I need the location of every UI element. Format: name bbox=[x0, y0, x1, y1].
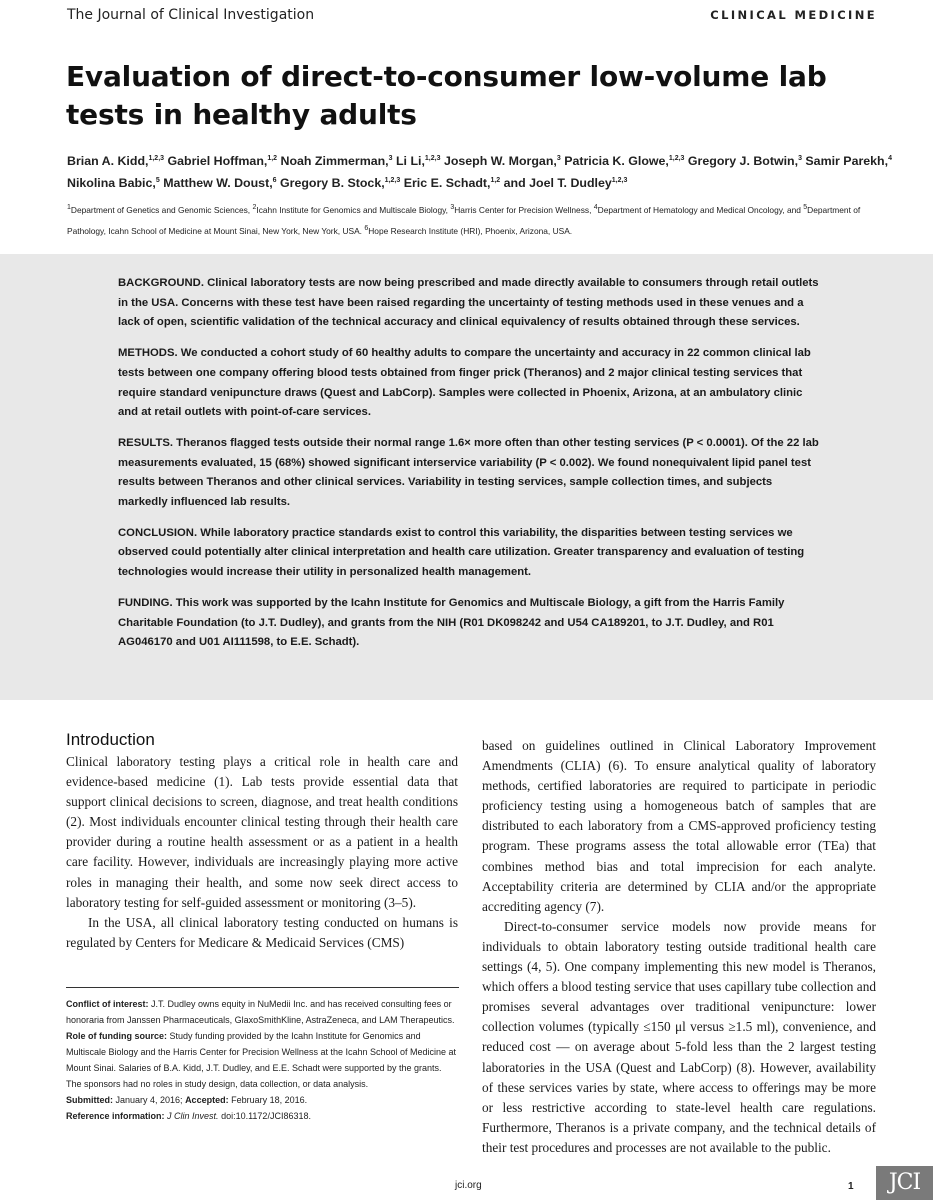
author-affiliation-marker: 1,2 bbox=[267, 154, 278, 162]
abstract-methods: METHODS. We conducted a cohort study of 60 healthy adults to compare the uncertainty and accuracy in 22 common clinical lab tests between one company offering blood tests obtained from finger prick (Theranos) and 2 major clinical testing services that require standard venipuncture draws (Quest and LabCorp). Samples were collected in Phoenix, Arizona, at an ambulatory clinic and at retail outlets with point-of-care services. bbox=[118, 347, 811, 419]
author-name: Samir Parekh,$^4$ bbox=[805, 154, 892, 168]
footnote-divider bbox=[66, 987, 459, 988]
author-name: Noah Zimmerman,$^3$ bbox=[280, 154, 393, 168]
author-affiliation-marker: 1,2,3 bbox=[148, 154, 165, 162]
body-column-left bbox=[66, 752, 458, 953]
author-name: Gabriel Hoffman,$^{1,2}$ bbox=[167, 154, 278, 168]
intro-paragraph-2: In the USA, all clinical laboratory testing conducted on humans is regulated by Centers for Medicare & Medicaid Services (CMS) bbox=[66, 914, 458, 950]
intro-paragraph-4: Direct-to-consumer service models now provide means for individuals to obtain laboratory testing outside traditional health care settings (4, 5). One company implementing this new model is Theranos, which offers a blood testing service that uses capillary tube collection and promises several advantages over traditional venipuncture: lower collection volumes (typically ≤150 μl versus ≥1.5 ml), convenience, and reduced cost — on average about 5-fold less than the 2 largest testing laboratories in the USA (Quest and LabCorp) (8). However, availability of these services varies by state, where access to offerings may be more or less restrictive according to state-level health care regulations. Furthermore, Theranos is a private company, and the technical details of their test procedures and processes are not available to the public. bbox=[482, 918, 876, 1155]
author-affiliation-marker: 3 bbox=[388, 154, 393, 162]
author-name: Gregory J. Botwin,$^3$ bbox=[687, 154, 802, 168]
journal-name: The Journal of Clinical Investigation bbox=[67, 7, 315, 23]
footnotes bbox=[66, 996, 458, 1124]
author-affiliation-marker: 1,2 bbox=[490, 176, 501, 184]
author-name: Brian A. Kidd,$^{1,2,3}$ bbox=[67, 154, 165, 168]
submission-dates: Submitted: January 4, 2016; Accepted: February 18, 2016. bbox=[66, 1095, 308, 1105]
author-name: Li Li,$^{1,2,3}$ bbox=[395, 154, 441, 168]
affiliation-entry: $^2$Icahn Institute for Genomics and Multiscale Biology, bbox=[252, 204, 451, 215]
author-affiliation-marker: 1,2,3 bbox=[668, 154, 685, 162]
role-of-funding: Role of funding source: Study funding provided by the Icahn Institute for Genomics and Multiscale Biology and the Harris Center for Precision Wellness at the Icahn School of Medicine at Mount Sinai. Salaries of B.A. Kidd, J.T. Dudley, and E.E. Schadt were supported by the grants. The sponsors had no roles in study design, data collection, or data analysis. bbox=[66, 1031, 457, 1089]
introduction-heading: Introduction bbox=[66, 730, 155, 749]
author-name: and Joel T. Dudley$^{1,2,3}$ bbox=[503, 176, 628, 190]
abstract-funding: FUNDING. This work was supported by the Icahn Institute for Genomics and Multiscale Biology, a gift from the Harris Family Charitable Foundation (to J.T. Dudley), and grants from the NIH (R01 DK098242 and U54 CA189201, to J.T. Dudley, and R01 AG046170 and U01 AI111598, to E.E. Schadt). bbox=[118, 596, 785, 649]
footer-site-link[interactable]: jci.org bbox=[455, 1180, 482, 1191]
author-name: Joseph W. Morgan,$^3$ bbox=[443, 154, 561, 168]
author-list bbox=[67, 150, 897, 194]
conflict-of-interest: Conflict of interest: J.T. Dudley owns equity in NuMedii Inc. and has received consulting fees or honoraria from Janssen Pharmaceuticals, GlaxoSmithKline, AstraZeneca, and LAM Therapeutics. bbox=[66, 999, 455, 1025]
author-name: Matthew W. Doust,$^6$ bbox=[163, 176, 277, 190]
author-affiliation-marker: 3 bbox=[798, 154, 802, 162]
author-affiliation-marker: 4 bbox=[888, 154, 892, 162]
affiliation-entry: $^1$Department of Genetics and Genomic Sciences, bbox=[67, 204, 253, 215]
page-number: 1 bbox=[848, 1181, 854, 1192]
author-affiliation-marker: 1,2,3 bbox=[611, 176, 628, 184]
abstract-conclusion: CONCLUSION. While laboratory practice standards exist to control this variability, the disparities between testing services we observed could potentially alter clinical interpretation and health care utilization. Greater transparency and evaluation of testing technologies would increase their utility in personalized health management. bbox=[118, 526, 805, 579]
reference-information: Reference information: J Clin Invest. doi:10.1172/JCI86318. bbox=[66, 1111, 311, 1121]
affiliation-entry: $^5$Department of Pathology, Icahn School of Medicine at Mount Sinai, New York, New York, USA. bbox=[67, 204, 861, 236]
author-affiliation-marker: 1,2,3 bbox=[424, 154, 441, 162]
author-affiliation-marker: 3 bbox=[556, 154, 561, 162]
article-title: Evaluation of direct-to-consumer low-volume lab tests in healthy adults bbox=[66, 60, 827, 131]
author-affiliation-marker: 6 bbox=[272, 176, 277, 184]
affiliation-entry: $^6$Hope Research Institute (HRI), Phoenix, Arizona, USA. bbox=[364, 225, 573, 236]
body-column-right bbox=[482, 736, 876, 1158]
author-affiliation-marker: 5 bbox=[155, 176, 160, 184]
author-name: Nikolina Babic,$^5$ bbox=[67, 176, 160, 190]
abstract-background: BACKGROUND. Clinical laboratory tests are now being prescribed and made directly available to consumers through retail outlets in the USA. Concerns with these test have been raised regarding the uncertainty of testing methods used in these venues and a lack of open, scientific validation of the technical accuracy and clinical equivalency of results obtained through these services. bbox=[118, 277, 819, 329]
author-affiliation-marker: 1,2,3 bbox=[384, 176, 401, 184]
abstract-box bbox=[0, 254, 933, 700]
affiliations bbox=[67, 200, 867, 242]
intro-paragraph-1: Clinical laboratory testing plays a critical role in health care and evidence-based medicine (1). Lab tests provide essential data that support clinical decisions to screen, diagnose, and treat health conditions (2). Most individuals encounter clinical testing through their health care provider during a routine health assessment or as a patient in a health care facility. However, individuals are increasingly playing more active roles in managing their health, and some now seek direct access to laboratory testing for self-guided assessment or monitoring (3–5). bbox=[66, 754, 458, 910]
author-name: Patricia K. Glowe,$^{1,2,3}$ bbox=[564, 154, 685, 168]
author-name: Eric E. Schadt,$^{1,2}$ bbox=[403, 176, 501, 190]
affiliation-entry: $^4$Department of Hematology and Medical Oncology, and bbox=[593, 204, 804, 215]
affiliation-entry: $^3$Harris Center for Precision Wellness, bbox=[450, 204, 594, 215]
abstract-results: RESULTS. Theranos flagged tests outside their normal range 1.6× more often than other testing services (P < 0.0001). Of the 22 lab measurements evaluated, 15 (68%) showed significant interservice variability (P < 0.002). We found nonequivalent lipid panel test results between Theranos and other clinical services. Variability in testing services, sample collection times, and subjects markedly influenced lab results. bbox=[118, 436, 819, 509]
jci-logo: JCI bbox=[876, 1166, 933, 1200]
intro-paragraph-3: based on guidelines outlined in Clinical Laboratory Improvement Amendments (CLIA) (6). To ensure analytical quality of laboratory methods, certified laboratories are required to participate in periodic proficiency testing using a homogeneous batch of samples that are distributed to each laboratory from a CMS-approved proficiency testing program. These programs assess the total allowable error (TEa) that combines method bias and total imprecision for each analyte. Acceptability criteria are determined by CLIA and/or the appropriate accrediting agency (7). bbox=[482, 738, 876, 914]
section-label: CLINICAL MEDICINE bbox=[710, 8, 877, 22]
author-name: Gregory B. Stock,$^{1,2,3}$ bbox=[280, 176, 401, 190]
